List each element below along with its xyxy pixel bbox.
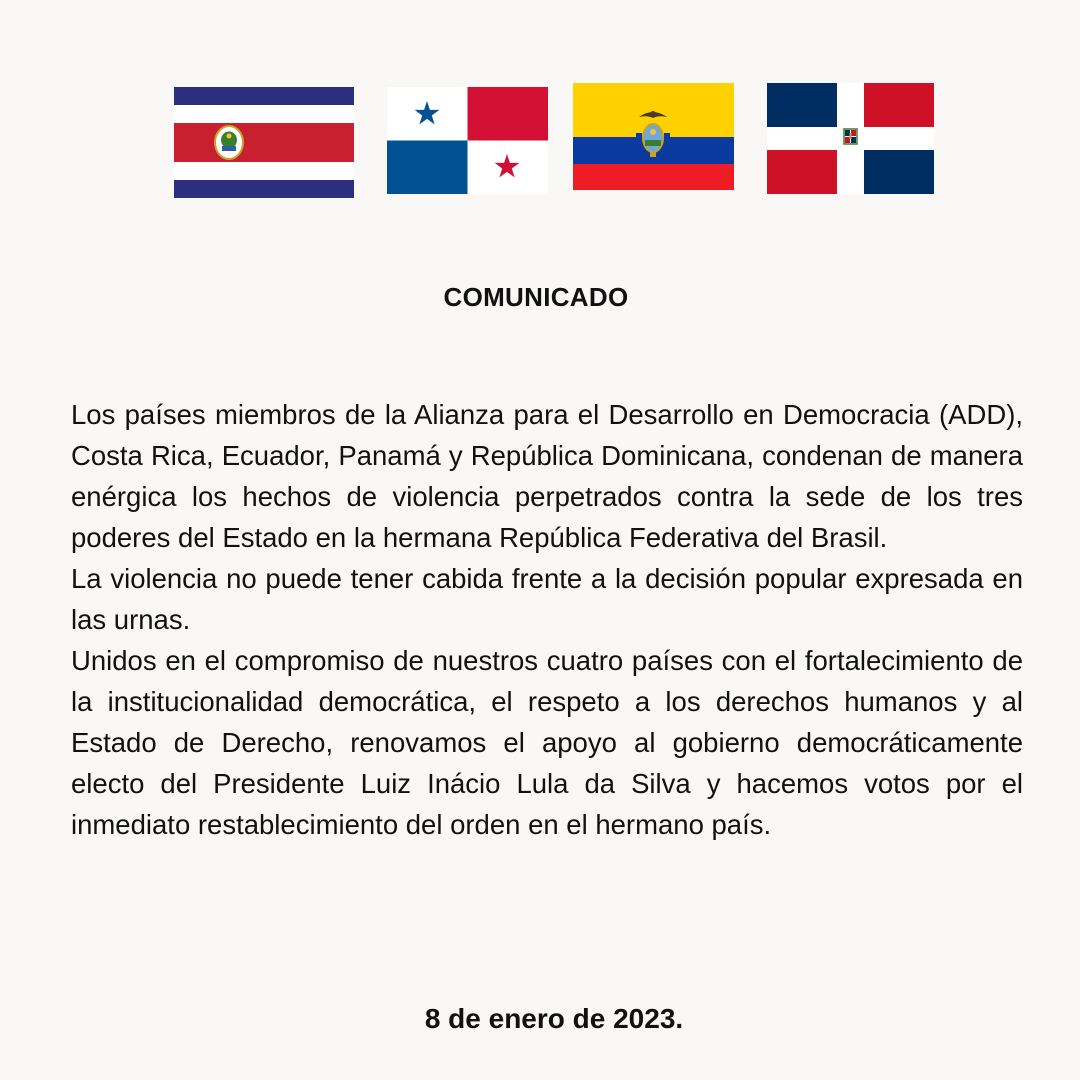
statement-paragraph: La violencia no puede tener cabida frente a la decisión popular expresada en las urnas. xyxy=(71,563,1023,635)
flag-costa-rica xyxy=(174,87,354,198)
flag-dominican-republic-graphic xyxy=(767,83,934,194)
flag-ecuador xyxy=(573,83,734,190)
flag-panama-graphic xyxy=(387,87,548,194)
page-title: COMUNICADO xyxy=(443,282,629,312)
flag-ecuador-graphic xyxy=(573,83,734,190)
statement-paragraph: Los países miembros de la Alianza para el Desarrollo en Democracia (ADD), Costa Rica, Ecuador, Panamá y República Dominicana, condenan de manera enérgica los hechos de violencia perpetrados contra la sede de los tres poderes del Estado en la hermana República Federativa del Brasil. xyxy=(71,399,1023,553)
flag-costa-rica-graphic xyxy=(174,87,354,198)
statement-date: 8 de enero de 2023. xyxy=(424,1003,684,1034)
statement-paragraph: Unidos en el compromiso de nuestros cuatro países con el fortalecimiento de la institucionalidad democrática, el respeto a los derechos humanos y al Estado de Derecho, renovamos el apoyo al gobierno democráticamente electo del Presidente Luiz Inácio Lula da Silva y hacemos votos por el inmediato restablecimiento del orden en el hermano país. xyxy=(71,645,1023,840)
flag-dominican-republic xyxy=(767,83,934,194)
flags-row xyxy=(0,0,1080,220)
flag-panama xyxy=(387,87,548,194)
statement-body xyxy=(71,394,1023,845)
